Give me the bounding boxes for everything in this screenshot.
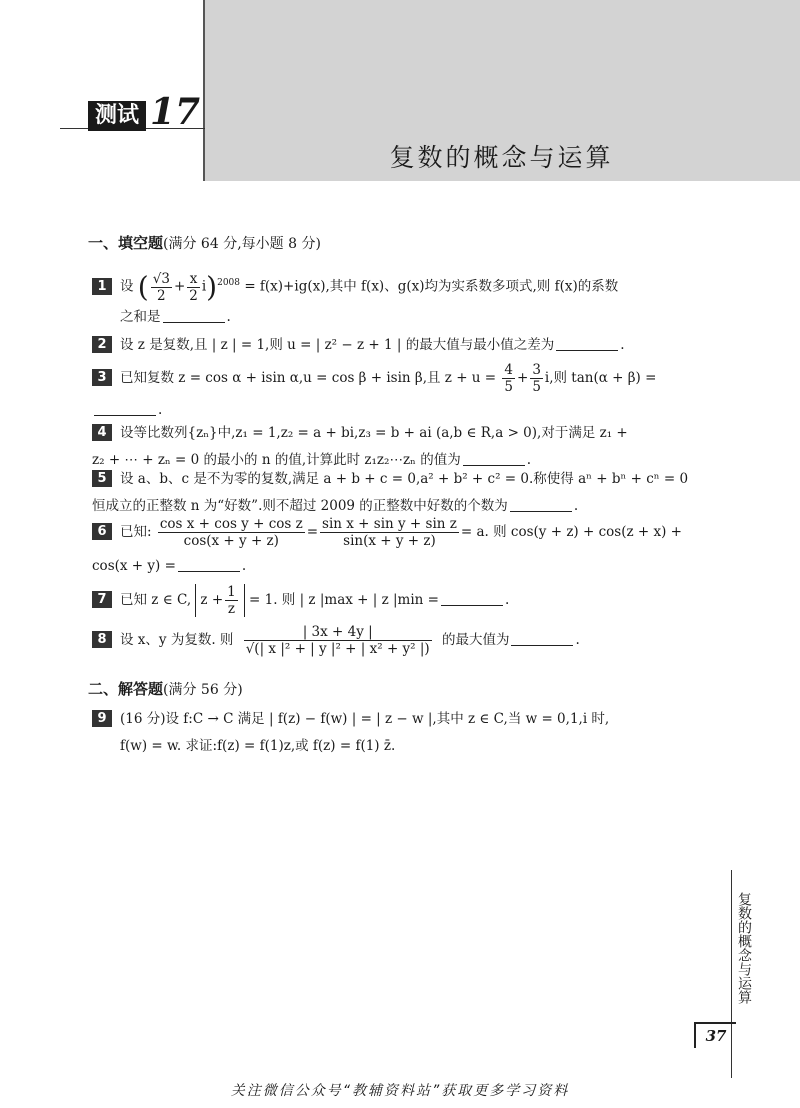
answer-blank[interactable]: [510, 497, 572, 512]
answer-blank[interactable]: [441, 591, 503, 606]
answer-blank[interactable]: [556, 336, 618, 351]
question-6: 6 已知: $\frac{\text{cos x + cos y + cos z}}{\cos(x + y + z)}$ = $\frac{\text{sin x + sin y + sin z}}{\sin(x + y + z)}$ = a. 则 cos(y + z) + cos(z + x) + cos(x + y) = .: [92, 516, 682, 574]
question-4: 4 设等比数列{zₙ}中,z₁ = 1,z₂ = a + bi,z₃ = b + ai (a,b ∈ R,a > 0),对于满足 z₁ + z₂ + ⋯ + zₙ = 0 的最小的 n 的值,计算此时 z₁z₂⋯zₙ 的值为 .: [92, 425, 628, 468]
question-1: 1 设 ( $\frac{√3}{2}$ + $\frac{x}{2}$ i)$^{2008}$ = f(x)+ig(x),其中 f(x)、g(x)均为实系数多项式,则 f(x)的系数 之和是 .: [92, 270, 714, 331]
question-3: 3 已知复数 z = cos α + isin α,u = cos β + isin β,且 z + u = $\frac{4}{5}$ + $\frac{3}{5}$ i,则 tan(α + β) = .: [92, 362, 714, 424]
page-number: 37: [694, 1022, 736, 1048]
question-number: 8: [92, 631, 112, 648]
answer-blank[interactable]: [94, 401, 156, 416]
question-8: 8 设 x、y 为复数. 则 $\frac{| 3x + 4y |}{\text{√(| x |² + | y |² + | x² + y² |)}}$ 的最大值为 .: [92, 624, 714, 657]
question-number: 5: [92, 470, 112, 487]
test-number: 17: [150, 91, 201, 133]
test-label: 测试: [88, 101, 146, 131]
chapter-side-tab: 复数的概念与运算: [731, 870, 752, 1022]
question-number: 7: [92, 591, 112, 608]
chapter-title: 复数的概念与运算: [389, 143, 614, 172]
section-fill-blank: 一、填空题(满分 64 分,每小题 8 分): [88, 234, 321, 252]
question-2: 2 设 z 是复数,且 | z | = 1,则 u = | z² − z + 1 | 的最大值与最小值之差为 .: [92, 332, 714, 359]
question-number: 9: [92, 710, 112, 727]
question-number: 6: [92, 523, 112, 540]
question-7: 7 已知 z ∈ C, z + $\frac{1}{z}$ = 1. 则 | z |max + | z |min = .: [92, 584, 714, 617]
answer-blank[interactable]: [511, 631, 573, 646]
answer-blank[interactable]: [163, 308, 225, 323]
question-9: 9 (16 分)设 f:C → C 满足 | f(z) − f(w) | = | z − w |,其中 z ∈ C,当 w = 0,1,i 时, f(w) = w. 求证:f(z) = f(1)z,或 f(z) = f(1) z̄.: [92, 706, 714, 760]
footer-note: 关注微信公众号“教辅资料站”获取更多学习资料: [230, 1083, 570, 1099]
question-number: 2: [92, 336, 112, 353]
question-number: 4: [92, 424, 112, 441]
question-number: 3: [92, 369, 112, 386]
answer-blank[interactable]: [463, 451, 525, 466]
section-answer: 二、解答题(满分 56 分): [88, 680, 243, 698]
question-5: 5 设 a、b、c 是不为零的复数,满足 a + b + c = 0,a² + b² + c² = 0.称使得 aⁿ + bⁿ + cⁿ = 0 恒成立的正整数 n 为“好数”.则不超过 2009 的正整数中好数的个数为 .: [92, 471, 689, 514]
answer-blank[interactable]: [178, 557, 240, 572]
question-number: 1: [92, 278, 112, 295]
